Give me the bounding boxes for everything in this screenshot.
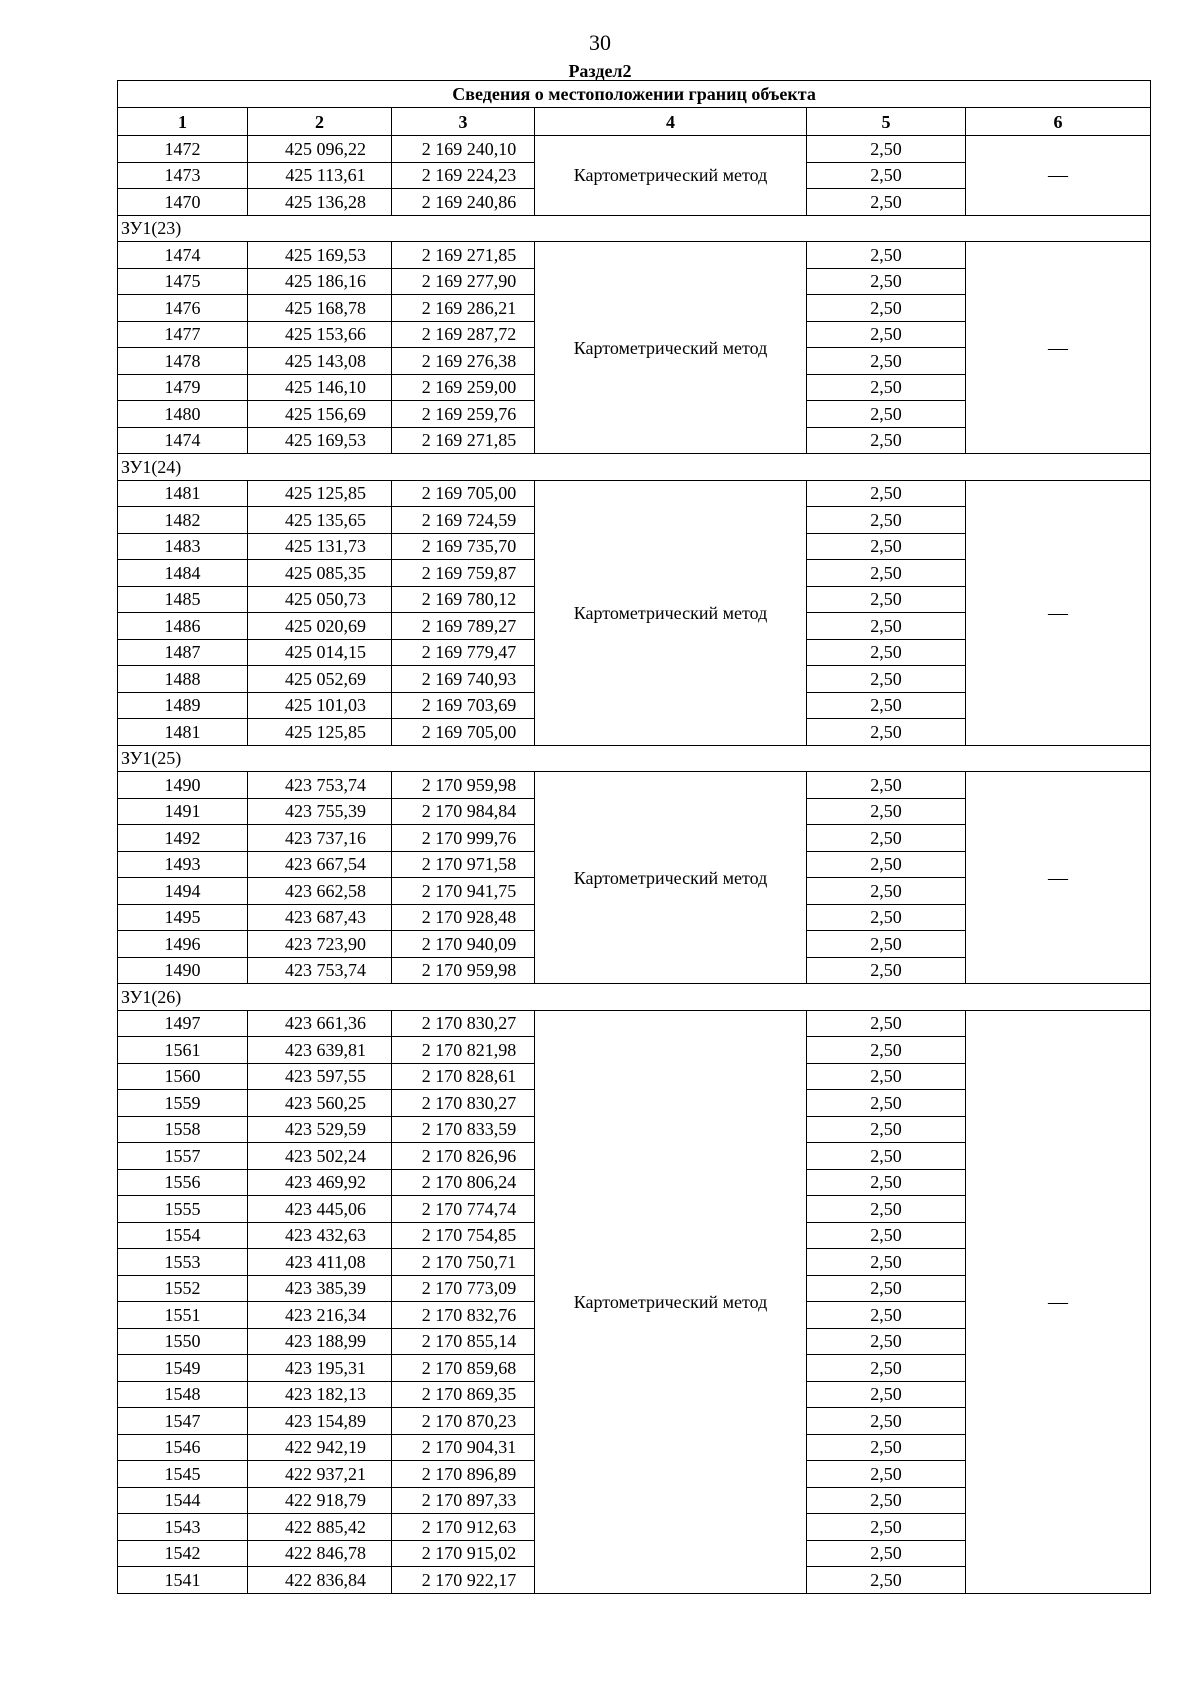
coordinate-x: 425 125,85 — [248, 719, 392, 746]
accuracy-value: 2,50 — [807, 1143, 966, 1170]
coordinate-y: 2 169 740,93 — [392, 666, 535, 693]
coordinate-x: 425 153,66 — [248, 321, 392, 348]
accuracy-value: 2,50 — [807, 1010, 966, 1037]
coordinate-x: 423 753,74 — [248, 772, 392, 799]
coordinate-y: 2 170 830,27 — [392, 1090, 535, 1117]
accuracy-value: 2,50 — [807, 401, 966, 428]
coordinate-x: 425 096,22 — [248, 136, 392, 163]
coordinate-x: 422 885,42 — [248, 1514, 392, 1541]
coordinate-x: 423 753,74 — [248, 957, 392, 984]
coordinate-x: 425 169,53 — [248, 427, 392, 454]
table-row — [118, 480, 1151, 507]
column-header: 6 — [966, 108, 1151, 136]
coordinate-x: 423 195,31 — [248, 1355, 392, 1382]
point-number: 1496 — [118, 931, 248, 958]
coordinate-y: 2 170 830,27 — [392, 1010, 535, 1037]
accuracy-value: 2,50 — [807, 560, 966, 587]
point-number: 1481 — [118, 719, 248, 746]
coordinate-x: 425 085,35 — [248, 560, 392, 587]
coordinate-x: 423 154,89 — [248, 1408, 392, 1435]
coordinate-x: 422 937,21 — [248, 1461, 392, 1488]
point-number: 1555 — [118, 1196, 248, 1223]
group-label: ЗУ1(26) — [118, 984, 1151, 1011]
accuracy-value: 2,50 — [807, 931, 966, 958]
point-number: 1556 — [118, 1169, 248, 1196]
coordinate-x: 423 737,16 — [248, 825, 392, 852]
column-header: 2 — [248, 108, 392, 136]
method-cell: Картометрический метод — [535, 480, 807, 745]
point-number: 1486 — [118, 613, 248, 640]
point-number: 1552 — [118, 1275, 248, 1302]
accuracy-value: 2,50 — [807, 1222, 966, 1249]
coordinate-x: 423 560,25 — [248, 1090, 392, 1117]
point-number: 1557 — [118, 1143, 248, 1170]
coordinate-x: 425 146,10 — [248, 374, 392, 401]
accuracy-value: 2,50 — [807, 1434, 966, 1461]
point-number: 1484 — [118, 560, 248, 587]
method-cell: Картометрический метод — [535, 242, 807, 454]
point-number: 1553 — [118, 1249, 248, 1276]
point-number: 1485 — [118, 586, 248, 613]
coordinate-x: 423 755,39 — [248, 798, 392, 825]
table-row — [118, 1010, 1151, 1037]
accuracy-value: 2,50 — [807, 639, 966, 666]
accuracy-value: 2,50 — [807, 1275, 966, 1302]
coordinate-y: 2 170 912,63 — [392, 1514, 535, 1541]
point-number: 1477 — [118, 321, 248, 348]
coordinate-x: 423 469,92 — [248, 1169, 392, 1196]
coordinate-y: 2 169 705,00 — [392, 719, 535, 746]
coordinate-x: 425 014,15 — [248, 639, 392, 666]
point-number: 1481 — [118, 480, 248, 507]
accuracy-value: 2,50 — [807, 692, 966, 719]
coordinate-x: 422 846,78 — [248, 1540, 392, 1567]
group-label-row — [118, 745, 1151, 772]
coordinate-y: 2 170 828,61 — [392, 1063, 535, 1090]
coordinate-y: 2 170 754,85 — [392, 1222, 535, 1249]
point-number: 1474 — [118, 242, 248, 269]
method-cell: Картометрический метод — [535, 136, 807, 216]
point-number: 1561 — [118, 1037, 248, 1064]
point-number: 1472 — [118, 136, 248, 163]
dash-cell: — — [966, 480, 1151, 745]
coordinate-y: 2 170 833,59 — [392, 1116, 535, 1143]
coordinate-y: 2 170 928,48 — [392, 904, 535, 931]
coordinate-y: 2 170 915,02 — [392, 1540, 535, 1567]
table-row — [118, 242, 1151, 269]
point-number: 1490 — [118, 957, 248, 984]
coordinate-y: 2 169 271,85 — [392, 242, 535, 269]
coordinate-y: 2 169 259,76 — [392, 401, 535, 428]
point-number: 1480 — [118, 401, 248, 428]
accuracy-value: 2,50 — [807, 1116, 966, 1143]
accuracy-value: 2,50 — [807, 348, 966, 375]
coordinate-x: 425 050,73 — [248, 586, 392, 613]
group-label: ЗУ1(24) — [118, 454, 1151, 481]
coordinate-y: 2 169 240,10 — [392, 136, 535, 163]
point-number: 1541 — [118, 1567, 248, 1594]
accuracy-value: 2,50 — [807, 1461, 966, 1488]
point-number: 1560 — [118, 1063, 248, 1090]
table-title-row — [118, 81, 1151, 108]
point-number: 1554 — [118, 1222, 248, 1249]
accuracy-value: 2,50 — [807, 1514, 966, 1541]
coordinate-y: 2 170 859,68 — [392, 1355, 535, 1382]
coordinate-x: 425 156,69 — [248, 401, 392, 428]
accuracy-value: 2,50 — [807, 1355, 966, 1382]
table-row — [118, 772, 1151, 799]
dash-cell: — — [966, 136, 1151, 216]
accuracy-value: 2,50 — [807, 1249, 966, 1276]
point-number: 1492 — [118, 825, 248, 852]
accuracy-value: 2,50 — [807, 507, 966, 534]
coordinate-y: 2 169 789,27 — [392, 613, 535, 640]
point-number: 1543 — [118, 1514, 248, 1541]
coordinate-y: 2 170 897,33 — [392, 1487, 535, 1514]
accuracy-value: 2,50 — [807, 1196, 966, 1223]
point-number: 1487 — [118, 639, 248, 666]
dash-cell: — — [966, 1010, 1151, 1593]
coordinate-y: 2 170 773,09 — [392, 1275, 535, 1302]
point-number: 1549 — [118, 1355, 248, 1382]
coordinate-x: 423 502,24 — [248, 1143, 392, 1170]
accuracy-value: 2,50 — [807, 1063, 966, 1090]
coordinate-x: 423 432,63 — [248, 1222, 392, 1249]
coordinate-x: 423 529,59 — [248, 1116, 392, 1143]
accuracy-value: 2,50 — [807, 374, 966, 401]
coordinate-y: 2 170 971,58 — [392, 851, 535, 878]
accuracy-value: 2,50 — [807, 533, 966, 560]
accuracy-value: 2,50 — [807, 242, 966, 269]
accuracy-value: 2,50 — [807, 189, 966, 216]
accuracy-value: 2,50 — [807, 851, 966, 878]
coordinate-y: 2 170 806,24 — [392, 1169, 535, 1196]
coordinate-x: 425 052,69 — [248, 666, 392, 693]
accuracy-value: 2,50 — [807, 878, 966, 905]
point-number: 1491 — [118, 798, 248, 825]
coordinate-y: 2 169 287,72 — [392, 321, 535, 348]
coordinate-x: 423 385,39 — [248, 1275, 392, 1302]
column-header: 5 — [807, 108, 966, 136]
method-cell: Картометрический метод — [535, 772, 807, 984]
coordinate-x: 422 942,19 — [248, 1434, 392, 1461]
point-number: 1551 — [118, 1302, 248, 1329]
point-number: 1474 — [118, 427, 248, 454]
coordinate-y: 2 169 271,85 — [392, 427, 535, 454]
coordinate-x: 422 918,79 — [248, 1487, 392, 1514]
point-number: 1475 — [118, 268, 248, 295]
table-title: Сведения о местоположении границ объекта — [118, 81, 1151, 108]
accuracy-value: 2,50 — [807, 1381, 966, 1408]
dash-cell: — — [966, 772, 1151, 984]
point-number: 1542 — [118, 1540, 248, 1567]
coordinate-x: 425 169,53 — [248, 242, 392, 269]
coordinate-y: 2 170 870,23 — [392, 1408, 535, 1435]
accuracy-value: 2,50 — [807, 1540, 966, 1567]
point-number: 1478 — [118, 348, 248, 375]
table-row — [118, 136, 1151, 163]
coordinate-x: 423 687,43 — [248, 904, 392, 931]
coordinate-x: 422 836,84 — [248, 1567, 392, 1594]
table-body — [118, 136, 1151, 1594]
page-number: 30 — [589, 30, 611, 55]
coordinate-y: 2 170 941,75 — [392, 878, 535, 905]
point-number: 1488 — [118, 666, 248, 693]
accuracy-value: 2,50 — [807, 1169, 966, 1196]
coordinate-y: 2 169 259,00 — [392, 374, 535, 401]
coordinate-y: 2 170 869,35 — [392, 1381, 535, 1408]
coordinate-y: 2 169 224,23 — [392, 162, 535, 189]
coordinates-table — [117, 80, 1151, 1594]
accuracy-value: 2,50 — [807, 1090, 966, 1117]
coordinate-x: 423 723,90 — [248, 931, 392, 958]
section-title: Раздел2 — [568, 61, 632, 81]
coordinate-x: 425 125,85 — [248, 480, 392, 507]
coordinate-y: 2 169 277,90 — [392, 268, 535, 295]
coordinate-y: 2 169 240,86 — [392, 189, 535, 216]
coordinate-y: 2 170 922,17 — [392, 1567, 535, 1594]
coordinate-x: 423 662,58 — [248, 878, 392, 905]
accuracy-value: 2,50 — [807, 1037, 966, 1064]
column-header: 3 — [392, 108, 535, 136]
coordinate-x: 425 020,69 — [248, 613, 392, 640]
dash-cell: — — [966, 242, 1151, 454]
coordinate-y: 2 170 999,76 — [392, 825, 535, 852]
coordinate-x: 423 445,06 — [248, 1196, 392, 1223]
coordinate-x: 425 136,28 — [248, 189, 392, 216]
accuracy-value: 2,50 — [807, 321, 966, 348]
point-number: 1558 — [118, 1116, 248, 1143]
coordinate-y: 2 169 703,69 — [392, 692, 535, 719]
coordinate-y: 2 170 896,89 — [392, 1461, 535, 1488]
coordinate-y: 2 170 959,98 — [392, 957, 535, 984]
method-cell: Картометрический метод — [535, 1010, 807, 1593]
coordinate-y: 2 170 832,76 — [392, 1302, 535, 1329]
coordinate-y: 2 169 705,00 — [392, 480, 535, 507]
point-number: 1495 — [118, 904, 248, 931]
accuracy-value: 2,50 — [807, 480, 966, 507]
accuracy-value: 2,50 — [807, 825, 966, 852]
coordinate-x: 425 101,03 — [248, 692, 392, 719]
point-number: 1548 — [118, 1381, 248, 1408]
coordinate-x: 425 135,65 — [248, 507, 392, 534]
accuracy-value: 2,50 — [807, 666, 966, 693]
accuracy-value: 2,50 — [807, 613, 966, 640]
point-number: 1482 — [118, 507, 248, 534]
point-number: 1545 — [118, 1461, 248, 1488]
accuracy-value: 2,50 — [807, 295, 966, 322]
accuracy-value: 2,50 — [807, 957, 966, 984]
coordinate-y: 2 170 940,09 — [392, 931, 535, 958]
coordinate-x: 423 188,99 — [248, 1328, 392, 1355]
coordinate-y: 2 169 759,87 — [392, 560, 535, 587]
point-number: 1489 — [118, 692, 248, 719]
accuracy-value: 2,50 — [807, 162, 966, 189]
group-label: ЗУ1(25) — [118, 745, 1151, 772]
coordinate-y: 2 170 826,96 — [392, 1143, 535, 1170]
accuracy-value: 2,50 — [807, 268, 966, 295]
accuracy-value: 2,50 — [807, 1567, 966, 1594]
group-label-row — [118, 454, 1151, 481]
point-number: 1550 — [118, 1328, 248, 1355]
accuracy-value: 2,50 — [807, 586, 966, 613]
coordinate-y: 2 170 774,74 — [392, 1196, 535, 1223]
group-label: ЗУ1(23) — [118, 215, 1151, 242]
point-number: 1470 — [118, 189, 248, 216]
coordinate-x: 423 597,55 — [248, 1063, 392, 1090]
coordinate-x: 425 186,16 — [248, 268, 392, 295]
accuracy-value: 2,50 — [807, 719, 966, 746]
accuracy-value: 2,50 — [807, 798, 966, 825]
column-header: 1 — [118, 108, 248, 136]
point-number: 1547 — [118, 1408, 248, 1435]
coordinate-x: 423 182,13 — [248, 1381, 392, 1408]
coordinate-y: 2 169 286,21 — [392, 295, 535, 322]
coordinate-y: 2 169 780,12 — [392, 586, 535, 613]
point-number: 1546 — [118, 1434, 248, 1461]
point-number: 1544 — [118, 1487, 248, 1514]
point-number: 1559 — [118, 1090, 248, 1117]
coordinate-x: 423 411,08 — [248, 1249, 392, 1276]
coordinate-y: 2 170 984,84 — [392, 798, 535, 825]
group-label-row — [118, 984, 1151, 1011]
coordinate-y: 2 170 959,98 — [392, 772, 535, 799]
coordinate-x: 425 131,73 — [248, 533, 392, 560]
coordinate-x: 423 667,54 — [248, 851, 392, 878]
point-number: 1497 — [118, 1010, 248, 1037]
accuracy-value: 2,50 — [807, 1302, 966, 1329]
accuracy-value: 2,50 — [807, 427, 966, 454]
point-number: 1479 — [118, 374, 248, 401]
accuracy-value: 2,50 — [807, 136, 966, 163]
group-label-row — [118, 215, 1151, 242]
point-number: 1494 — [118, 878, 248, 905]
coordinate-x: 425 168,78 — [248, 295, 392, 322]
accuracy-value: 2,50 — [807, 904, 966, 931]
point-number: 1493 — [118, 851, 248, 878]
coordinate-y: 2 169 724,59 — [392, 507, 535, 534]
coordinate-y: 2 170 750,71 — [392, 1249, 535, 1276]
coordinate-y: 2 170 821,98 — [392, 1037, 535, 1064]
accuracy-value: 2,50 — [807, 1328, 966, 1355]
accuracy-value: 2,50 — [807, 772, 966, 799]
coordinate-x: 425 143,08 — [248, 348, 392, 375]
point-number: 1483 — [118, 533, 248, 560]
coordinate-x: 423 661,36 — [248, 1010, 392, 1037]
column-header: 4 — [535, 108, 807, 136]
coordinate-x: 425 113,61 — [248, 162, 392, 189]
column-header-row — [118, 108, 1151, 136]
accuracy-value: 2,50 — [807, 1487, 966, 1514]
coordinate-x: 423 216,34 — [248, 1302, 392, 1329]
coordinate-y: 2 169 276,38 — [392, 348, 535, 375]
point-number: 1490 — [118, 772, 248, 799]
coordinate-y: 2 170 904,31 — [392, 1434, 535, 1461]
coordinate-y: 2 169 735,70 — [392, 533, 535, 560]
coordinate-y: 2 169 779,47 — [392, 639, 535, 666]
accuracy-value: 2,50 — [807, 1408, 966, 1435]
coordinate-y: 2 170 855,14 — [392, 1328, 535, 1355]
point-number: 1473 — [118, 162, 248, 189]
coordinate-x: 423 639,81 — [248, 1037, 392, 1064]
point-number: 1476 — [118, 295, 248, 322]
